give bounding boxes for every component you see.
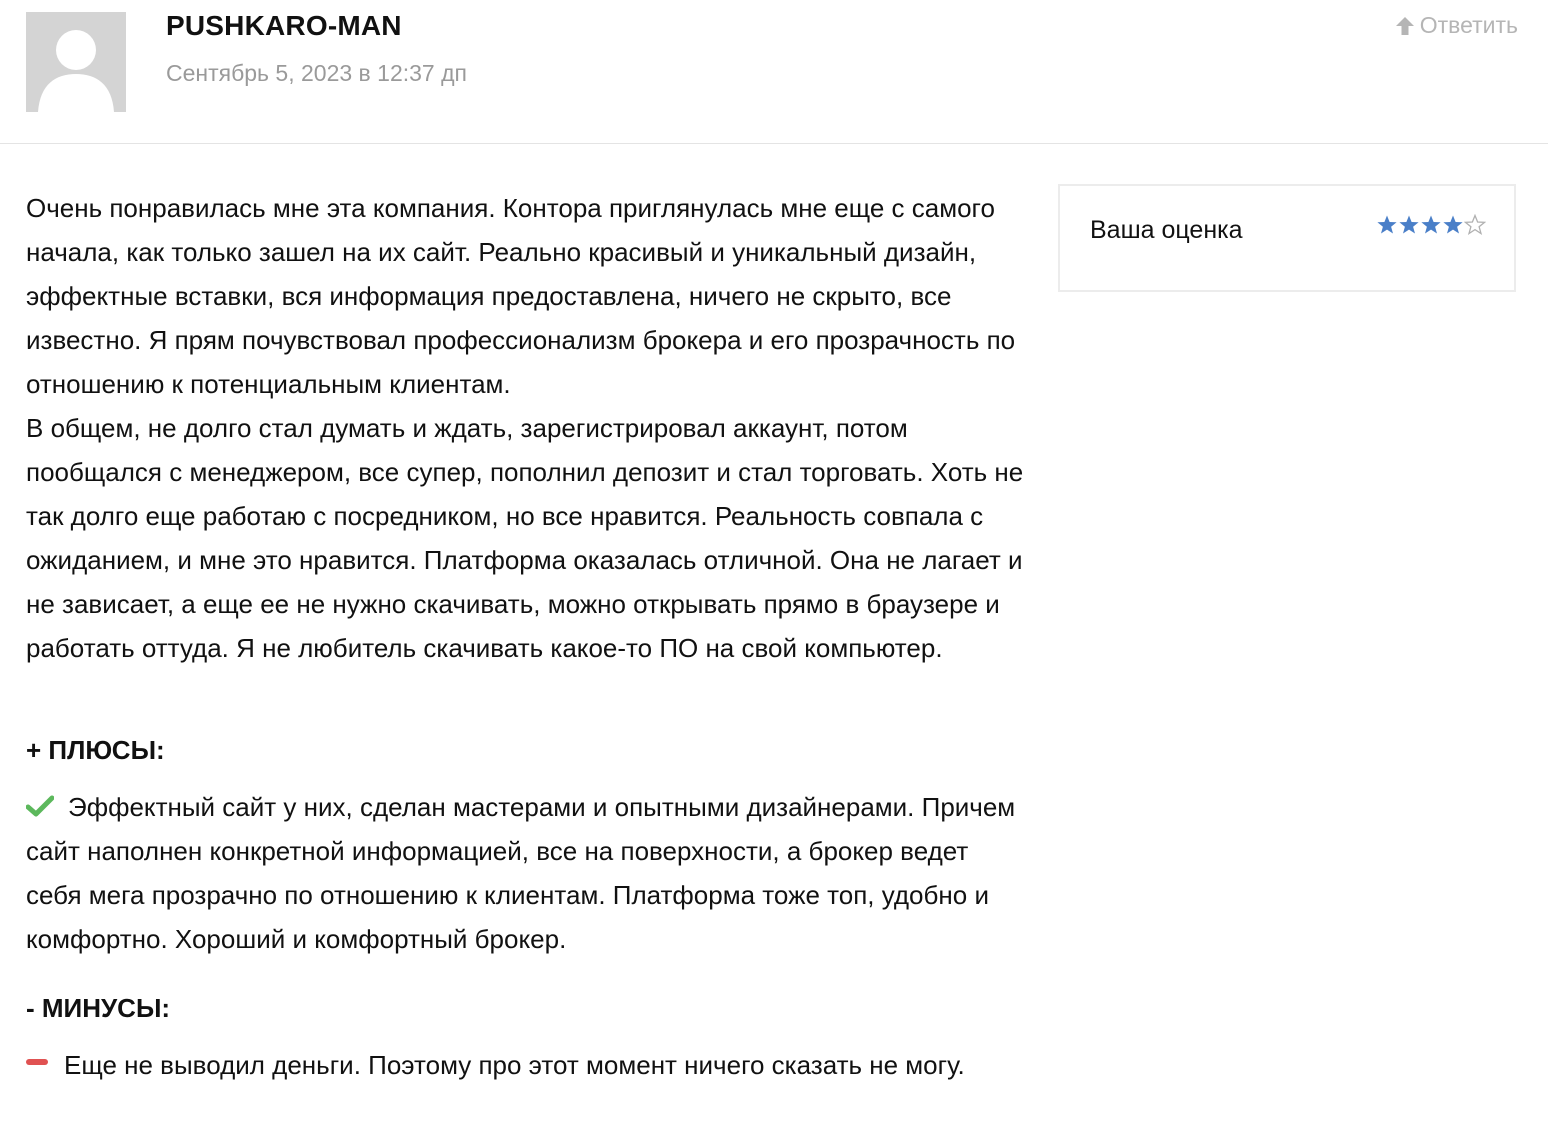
star-empty-icon[interactable] bbox=[1464, 214, 1486, 236]
cons-section bbox=[26, 1043, 1026, 1087]
cons-text: Еще не выводил деньги. Поэтому про этот момент ничего сказать не могу. bbox=[64, 1050, 965, 1080]
rating-label: Ваша оценка bbox=[1090, 216, 1243, 244]
star-filled-icon[interactable] bbox=[1442, 214, 1464, 236]
star-filled-icon[interactable] bbox=[1398, 214, 1420, 236]
comment-paragraph: Очень понравилась мне эта компания. Контора приглянулась мне еще с самого начала, как только зашел на их сайт. Реально красивый и уникальный дизайн, эффектные вставки, вся информация предоставлена, ничего не скрыто, все известно. Я прям почувствовал профессионализм брокера и его прозрачность по отношению к потенциальным клиентам. bbox=[26, 193, 1016, 399]
pros-section bbox=[26, 785, 1026, 961]
reply-label: Ответить bbox=[1419, 12, 1518, 38]
comment-paragraph: В общем, не долго стал думать и ждать, зарегистрировал аккаунт, потом пообщался с менеджером, все супер, пополнил депозит и стал торговать. Хоть не так долго еще работаю с посредником, но все нравится. Реальность совпала с ожиданием, и мне это нравится. Платформа оказалась отличной. Она не лагает и не зависает, а еще ее не нужно скачивать, можно открывать прямо в браузере и работать оттуда. Я не любитель скачивать какое-то ПО на свой компьютер. bbox=[26, 413, 1024, 663]
arrow-up-icon bbox=[1394, 15, 1416, 37]
comment-date[interactable]: Сентябрь 5, 2023 в 12:37 дп bbox=[166, 60, 467, 86]
comment-header bbox=[0, 0, 1548, 144]
user-silhouette-icon bbox=[26, 12, 126, 112]
star-filled-icon[interactable] bbox=[1376, 214, 1398, 236]
rating-box bbox=[1058, 184, 1516, 292]
pros-title: + ПЛЮСЫ: bbox=[26, 735, 165, 765]
reply-button[interactable] bbox=[1394, 12, 1518, 39]
pros-text: Эффектный сайт у них, сделан мастерами и опытными дизайнерами. Причем сайт наполнен конкретной информацией, все на поверхности, а брокер ведет себя мега прозрачно по отношению к клиентам. Платформа тоже топ, удобно и комфортно. Хороший и комфортный брокер. bbox=[26, 792, 1016, 954]
cons-title: - МИНУСЫ: bbox=[26, 993, 171, 1023]
comment-author[interactable]: PUSHKARO-MAN bbox=[166, 10, 402, 41]
star-filled-icon[interactable] bbox=[1420, 214, 1442, 236]
check-icon bbox=[26, 795, 54, 817]
avatar bbox=[26, 12, 126, 112]
comment-body bbox=[26, 186, 1026, 670]
rating-stars[interactable] bbox=[1376, 214, 1486, 236]
minus-icon bbox=[26, 1059, 48, 1065]
